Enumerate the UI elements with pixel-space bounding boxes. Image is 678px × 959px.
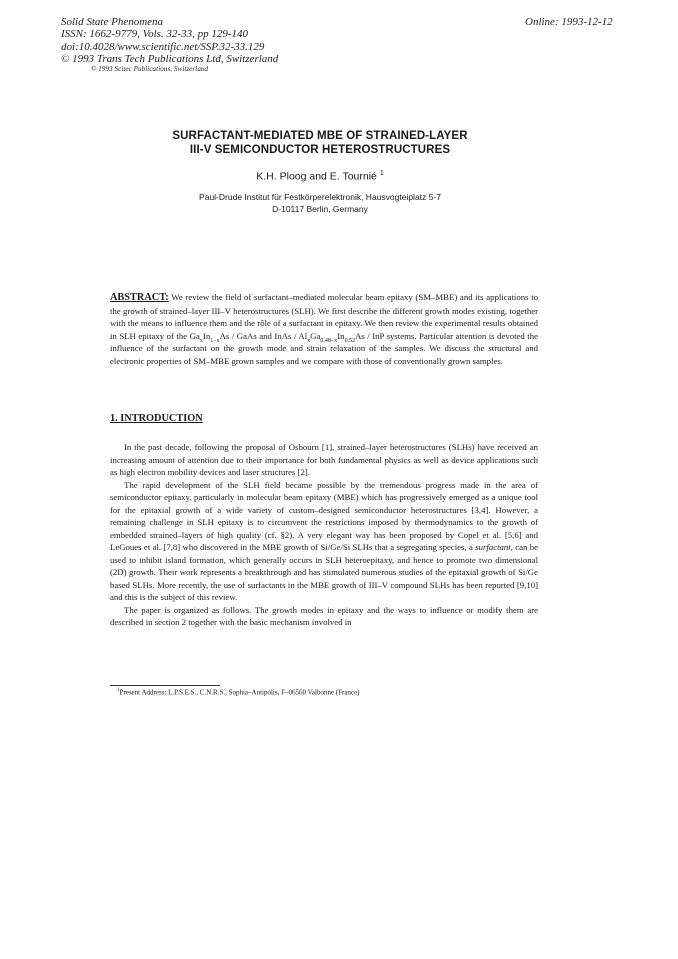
issn-line: ISSN: 1662-9779, Vols. 32-33, pp 129-140 bbox=[61, 28, 248, 41]
affiliation-line-2: D-10117 Berlin, Germany bbox=[272, 203, 368, 214]
copyright-line: © 1993 Trans Tech Publications Ltd, Switzerland bbox=[61, 52, 279, 65]
footnote bbox=[117, 686, 360, 697]
abstract-text-3: As / GaAs and InAs / Al bbox=[219, 330, 308, 341]
abstract-sub: x bbox=[307, 337, 311, 344]
affiliation-line-1: Paul-Drude Institut für Festkörperelektronik, Hausvogteiplatz 5-7 bbox=[199, 192, 441, 202]
abstract-sub: 0.48−x bbox=[320, 337, 338, 344]
intro-paragraph-1: In the past decade, following the proposal of Osbourn [1], strained–layer heterostructures (SLHs) have received an increasing amount of attention due to their importance for both fundamental physics as well as device applications such as high electron mobility devices and laser structures [2]. bbox=[110, 442, 538, 477]
footnote-text: Present Address: L.P.S.E.S., C.N.R.S., Sophia–Antipolis, F–06560 Valbonne (France) bbox=[119, 688, 360, 697]
copyright-small-line: © 1993 Scitec Publications, Switzerland bbox=[91, 65, 209, 74]
paper-title bbox=[100, 129, 540, 157]
abstract-text-1: We review the field of surfactant–mediated molecular beam epitaxy (SM–MBE) and its applications to the growth of strained–layer III–V heterostructures (SLH). We first describe the different growth modes existing, together with the means to influence them and the rôle of a surfactant in epitaxy. We then review the experimental results obtained in SLH epitaxy of the Ga bbox=[110, 292, 539, 341]
doi-line[interactable]: doi:10.4028/www.scientific.net/SSP.32-33.129 bbox=[61, 40, 265, 53]
intro-p2-text-a: The rapid development of the SLH field became possible by the tremendous progress made in the area of semiconductor epitaxy, particularly in molecular beam epitaxy (MBE) which has progressively emerged as a unique tool for the epitaxial growth of a wide variety of custom–designed semiconductor heterostructures [3,4]. However, a remaining challenge in SLH epitaxy is to circumvent the restrictions imposed by thermodynamics to the growth of embedded strained–layers of high quality (cf. §2). A very elegant way has been proposed by Copel et al. [5,6] and LeGoues et al. [7,8] who discovered in the MBE growth of Si/Ge/Si SLHs that a segregating species, a bbox=[110, 479, 538, 552]
abstract-text-5: In bbox=[337, 330, 345, 341]
journal-header bbox=[61, 16, 278, 74]
abstract-text-2: In bbox=[202, 330, 211, 341]
abstract-text-4: Ga bbox=[310, 330, 321, 341]
intro-paragraph-2 bbox=[110, 479, 538, 604]
affiliation bbox=[110, 192, 530, 215]
author-names: K.H. Ploog and E. Tournié bbox=[256, 170, 377, 183]
author-footnote-marker: 1 bbox=[379, 170, 384, 177]
online-date: Online: 1993-12-12 bbox=[525, 16, 613, 28]
abstract-sub: 0.52 bbox=[344, 337, 356, 344]
title-line-1: SURFACTANT-MEDIATED MBE OF STRAINED-LAYER bbox=[172, 130, 468, 142]
abstract-sub: 1−x bbox=[210, 337, 220, 344]
authors bbox=[100, 167, 540, 184]
section-heading-introduction: 1. INTRODUCTION bbox=[110, 413, 203, 424]
introduction-body bbox=[110, 441, 538, 629]
journal-name: Solid State Phenomena bbox=[61, 16, 164, 28]
abstract-label: ABSTRACT: bbox=[110, 292, 169, 303]
abstract-sub: x bbox=[199, 337, 203, 344]
intro-p2-text-b: , can be used to inhibit island formation, which generally occurs in SLH heteroepitaxy, and hence to promote two dimensional (2D) growth. Their work represents a breakthrough and has stimulated numerous studies of the epitaxial growth of Si/Ge based SLHs. More recently, the use of surfactants in the MBE growth of III–V compound SLHs has been reported [9,10] and this is the subject of this review. bbox=[110, 542, 538, 602]
intro-p2-emphasis: surfactant bbox=[475, 542, 511, 552]
intro-paragraph-3: The paper is organized as follows. The growth modes in epitaxy and the ways to influence or modify them are described in section 2 together with the basic mechanism involved in bbox=[110, 604, 538, 627]
footnote-marker: 1 bbox=[117, 688, 120, 693]
title-line-2: III-V SEMICONDUCTOR HETEROSTRUCTURES bbox=[189, 144, 451, 156]
abstract bbox=[110, 291, 538, 367]
abstract-text-6: As / InP systems. Particular attention is devoted the influence of the surfactant on the growth mode and strain relaxation of the samples. We discuss the structural and electronic properties of SM–MBE grown samples and we compare with those of conventionally grown samples. bbox=[110, 330, 538, 366]
